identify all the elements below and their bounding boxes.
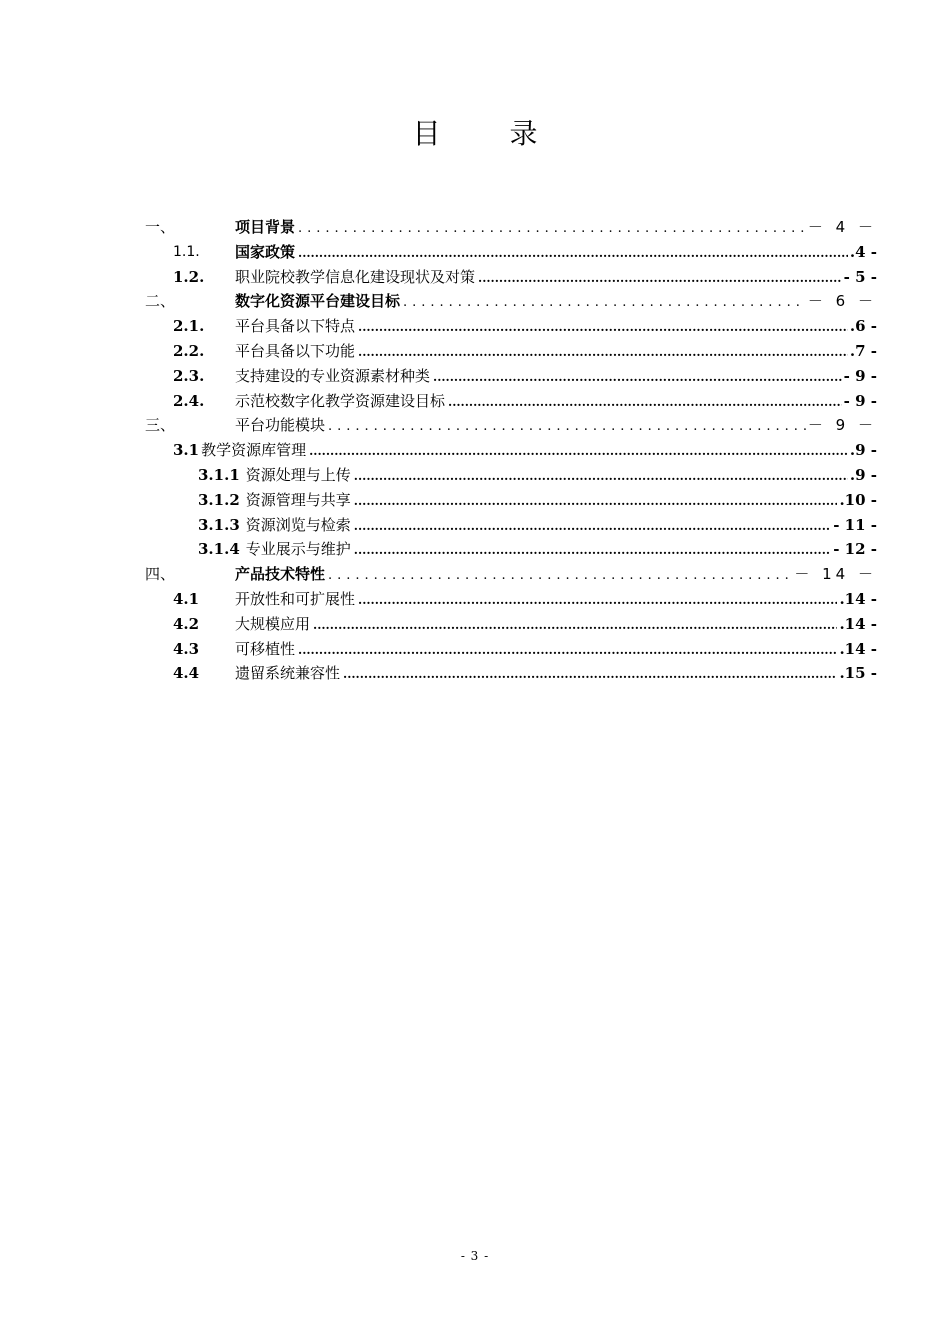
toc-entry-number: 3.1.2 xyxy=(198,490,240,509)
toc-leader-dots xyxy=(358,315,848,340)
toc-entry-page: .10 - xyxy=(839,490,877,509)
toc-leader-dots xyxy=(298,241,848,266)
toc-entry-number: 3.1.3 xyxy=(198,515,240,534)
toc-entry-title: 专业展示与维护 xyxy=(245,540,351,559)
toc-entry-title: 平台功能模块 xyxy=(235,416,326,435)
toc-entry-section-4-1[interactable] xyxy=(145,587,877,612)
toc-entry-page: － 9 － xyxy=(807,416,877,435)
toc-entry-title: 资源管理与共享 xyxy=(245,490,351,509)
toc-entry-title: 职业院校教学信息化建设现状及对策 xyxy=(235,267,476,286)
toc-entry-number: 4.1 xyxy=(173,589,200,608)
toc-entry-page: .15 - xyxy=(839,664,877,683)
toc-entry-page: － 14 － xyxy=(794,565,877,584)
toc-entry-section-1-2[interactable] xyxy=(145,265,877,290)
toc-entry-page: .4 - xyxy=(849,242,877,261)
toc-leader-dots xyxy=(313,613,837,638)
toc-entry-number: 3.1.4 xyxy=(198,540,240,559)
toc-entry-number: 2.4. xyxy=(173,391,205,410)
toc-leader-dots xyxy=(354,489,838,514)
toc-entry-title: 国家政策 xyxy=(235,242,296,261)
toc-entry-title: 示范校数字化教学资源建设目标 xyxy=(235,391,446,410)
toc-entry-page: .7 - xyxy=(849,341,877,360)
toc-leader-dots xyxy=(358,340,848,365)
toc-entry-title: 教学资源库管理 xyxy=(201,441,307,460)
toc-leader-dots xyxy=(343,662,837,687)
toc-entry-title: 平台具备以下功能 xyxy=(235,341,356,360)
toc-entry-number: 4.4 xyxy=(173,664,200,683)
toc-entry-chapter-3[interactable] xyxy=(145,413,877,438)
toc-entry-page: .9 - xyxy=(849,465,877,484)
toc-entry-page: - 9 - xyxy=(843,391,877,410)
toc-entry-number: 一、 xyxy=(145,218,176,236)
toc-entry-title: 支持建设的专业资源素材种类 xyxy=(235,366,431,385)
page-number-footer: - 3 - xyxy=(460,1249,490,1263)
toc-leader-dots xyxy=(403,291,806,316)
table-of-contents xyxy=(145,215,877,686)
toc-entry-title: 平台具备以下特点 xyxy=(235,317,356,336)
toc-leader-dots xyxy=(448,390,842,415)
toc-entry-page: .14 - xyxy=(839,614,877,633)
toc-entry-number: 四、 xyxy=(145,565,176,584)
toc-entry-page: － 4 － xyxy=(807,218,877,236)
toc-entry-page: .14 - xyxy=(839,589,877,608)
toc-entry-title: 资源处理与上传 xyxy=(245,465,351,484)
toc-entry-subsection-3-1-3[interactable] xyxy=(145,513,877,538)
toc-entry-page: .14 - xyxy=(839,639,877,658)
toc-entry-page: - 12 - xyxy=(833,540,877,559)
toc-leader-dots xyxy=(354,538,831,563)
toc-entry-number: 4.2 xyxy=(173,614,200,633)
toc-leader-dots xyxy=(433,365,842,390)
toc-entry-number: 2.3. xyxy=(173,366,205,385)
toc-entry-chapter-2[interactable] xyxy=(145,289,877,314)
toc-entry-title: 项目背景 xyxy=(235,218,296,236)
toc-entry-section-2-1[interactable] xyxy=(145,314,877,339)
toc-entry-section-4-4[interactable] xyxy=(145,661,877,686)
page-title: 目 录 xyxy=(412,117,568,150)
toc-entry-number: 2.2. xyxy=(173,341,205,360)
toc-entry-title: 可移植性 xyxy=(235,639,296,658)
toc-entry-section-1-1[interactable] xyxy=(145,240,877,265)
toc-entry-number: 3.1 xyxy=(173,441,200,460)
toc-entry-number: 2.1. xyxy=(173,317,205,336)
toc-entry-page: - 9 - xyxy=(843,366,877,385)
toc-leader-dots xyxy=(298,638,837,663)
toc-entry-title: 资源浏览与检索 xyxy=(245,515,351,534)
toc-entry-number: 三、 xyxy=(145,416,176,435)
toc-entry-number: 1.2. xyxy=(173,267,205,286)
toc-leader-dots xyxy=(478,266,842,291)
toc-entry-page: － 6 － xyxy=(807,292,877,311)
toc-entry-section-2-4[interactable] xyxy=(145,389,877,414)
toc-entry-section-4-3[interactable] xyxy=(145,637,877,662)
toc-entry-section-2-2[interactable] xyxy=(145,339,877,364)
toc-entry-number: 4.3 xyxy=(173,639,200,658)
toc-entry-chapter-4[interactable] xyxy=(145,562,877,587)
toc-entry-title: 遗留系统兼容性 xyxy=(235,664,341,683)
toc-entry-section-3-1[interactable] xyxy=(145,438,877,463)
toc-entry-page: - 11 - xyxy=(833,515,877,534)
toc-entry-subsection-3-1-1[interactable] xyxy=(145,463,877,488)
toc-entry-title: 开放性和可扩展性 xyxy=(235,589,356,608)
toc-entry-number: 1.1. xyxy=(173,243,200,260)
toc-leader-dots xyxy=(354,514,831,539)
toc-entry-title: 大规模应用 xyxy=(235,614,311,633)
toc-entry-page: .9 - xyxy=(849,441,877,460)
toc-entry-section-2-3[interactable] xyxy=(145,364,877,389)
toc-leader-dots xyxy=(358,588,837,613)
toc-leader-dots xyxy=(328,564,792,589)
toc-entry-subsection-3-1-2[interactable] xyxy=(145,488,877,513)
toc-entry-title: 产品技术特性 xyxy=(235,565,326,584)
toc-leader-dots xyxy=(309,439,848,464)
toc-leader-dots xyxy=(328,415,806,440)
toc-entry-number: 二、 xyxy=(145,292,176,311)
toc-entry-page: .6 - xyxy=(849,317,877,336)
toc-entry-title: 数字化资源平台建设目标 xyxy=(235,292,401,311)
toc-entry-chapter-1[interactable] xyxy=(145,215,877,240)
toc-leader-dots xyxy=(298,217,806,242)
toc-entry-page: - 5 - xyxy=(843,267,877,286)
toc-entry-section-4-2[interactable] xyxy=(145,612,877,637)
toc-leader-dots xyxy=(354,464,848,489)
toc-entry-subsection-3-1-4[interactable] xyxy=(145,537,877,562)
toc-entry-number: 3.1.1 xyxy=(198,465,240,484)
